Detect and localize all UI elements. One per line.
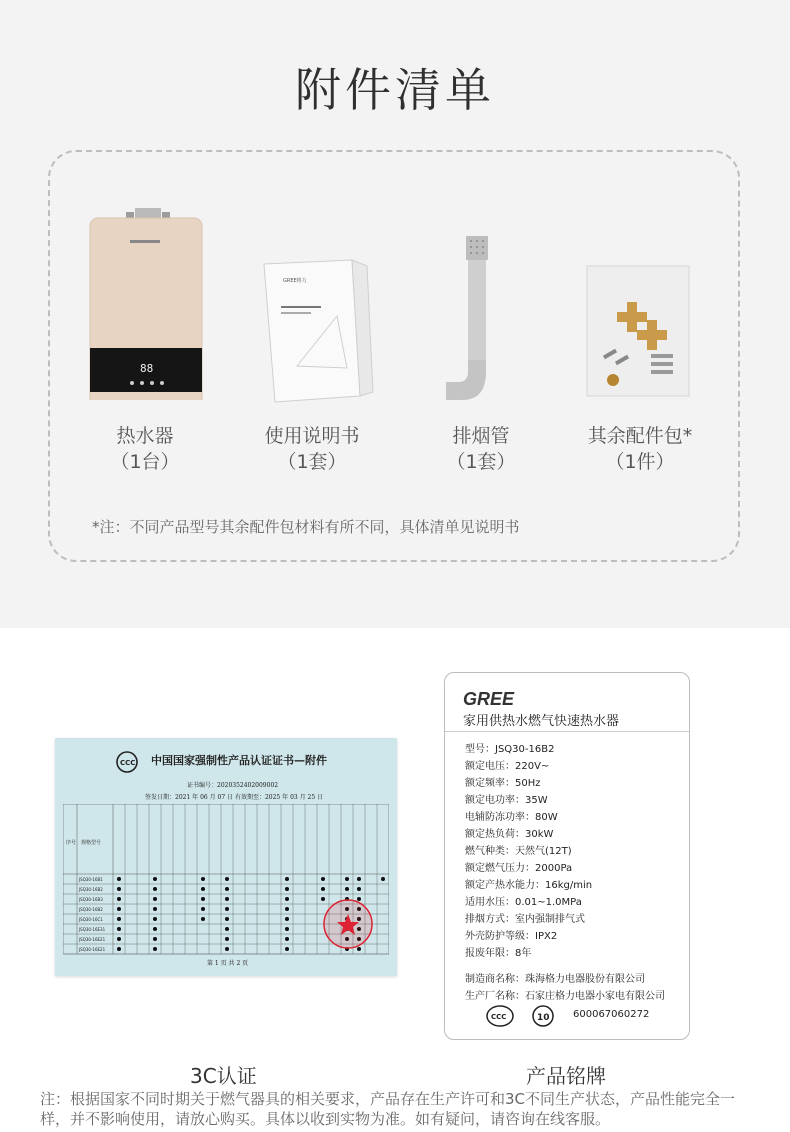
spec-row: 额定热负荷：30kW bbox=[465, 829, 554, 840]
svg-text:JSQ30-16B1: JSQ30-16B1 bbox=[79, 877, 103, 882]
spec-row: 适用水压：0.01~1.0MPa bbox=[465, 897, 582, 908]
spec-row: 额定电功率：35W bbox=[465, 795, 548, 806]
spec-row: 报废年限：8年 bbox=[465, 948, 532, 959]
spec-row: 燃气种类：天然气(12T) bbox=[465, 846, 572, 857]
spec-row: 电辅防冻功率：80W bbox=[465, 812, 558, 823]
footnote: 注：根据国家不同时期关于燃气器具的相关要求，产品存在生产许可和3C不同生产状态，产品性能完全一样，并不影响使用，请放心购买。具体以收到实物为准。如有疑问，请咨询在线客服。 bbox=[40, 1090, 736, 1128]
water-heater-image bbox=[60, 200, 230, 375]
certificate-number: 证书编号：2020352402009002 bbox=[187, 782, 279, 789]
nameplate-caption: 产品铭牌 bbox=[526, 1064, 606, 1088]
heater-label: 热水器 （1台） bbox=[110, 425, 180, 473]
heater-display: 88 bbox=[140, 362, 154, 375]
spec-row: 额定电压：220V~ bbox=[465, 761, 550, 772]
manual-label: 使用说明书 （1套） bbox=[264, 425, 360, 473]
spec-row: 额定频率：50Hz bbox=[465, 778, 541, 789]
svg-text:JSQ30-16C1: JSQ30-16C1 bbox=[79, 917, 103, 922]
svg-text:JSQ30-16E31: JSQ30-16E31 bbox=[79, 927, 106, 932]
spec-row: 型号：JSQ30-16B2 bbox=[465, 744, 555, 755]
accessory-pack-image bbox=[555, 262, 725, 432]
spec-row: 额定燃气压力：2000Pa bbox=[465, 863, 573, 874]
svg-text:JSQ30-16B2: JSQ30-16B2 bbox=[79, 887, 103, 892]
certificate-dates: 签发日期：2021 年 06 月 07 日 有效期至：2025 年 03 月 25 日 bbox=[145, 794, 324, 801]
ccc-caption: 3C认证 bbox=[190, 1064, 257, 1088]
svg-text:CCC: CCC bbox=[491, 1013, 507, 1021]
plate-product-name: 家用供热水燃气快速热水器 bbox=[463, 714, 620, 729]
manual-image bbox=[227, 256, 397, 426]
svg-text:JSQ30-16E21: JSQ30-16E21 bbox=[79, 947, 106, 952]
spec-row: 外壳防护等级：IPX2 bbox=[465, 931, 558, 942]
plate-maker: 制造商名称：珠海格力电器股份有限公司 bbox=[465, 974, 645, 985]
svg-text:规格型号: 规格型号 bbox=[81, 840, 102, 846]
page-title: 附件清单 bbox=[295, 63, 495, 117]
spec-row: 排烟方式：室内强制排气式 bbox=[465, 914, 585, 925]
plate-divider bbox=[445, 731, 689, 732]
svg-text:CCC: CCC bbox=[120, 759, 136, 767]
gree-logo: GREE bbox=[463, 689, 515, 709]
ccc-logo-icon bbox=[115, 750, 139, 774]
svg-text:JSQ30-16E21: JSQ30-16E21 bbox=[79, 937, 106, 942]
flue-pipe-image bbox=[396, 232, 566, 402]
accessory-pack-label: 其余配件包* （1件） bbox=[587, 425, 693, 473]
certificate-page: 第 1 页 共 2 页 bbox=[207, 960, 249, 967]
svg-text:JSQ30-16B3: JSQ30-16B3 bbox=[79, 897, 103, 902]
plate-producer: 生产厂名称：石家庄格力电器小家电有限公司 bbox=[465, 991, 665, 1002]
ccc-mark-icon bbox=[485, 1004, 515, 1028]
energy-mark-icon bbox=[531, 1004, 555, 1028]
certificate-title: 中国国家强制性产品认证证书—附件 bbox=[151, 754, 327, 767]
svg-text:JSQ30-16B2: JSQ30-16B2 bbox=[79, 907, 103, 912]
plate-code: 600067060272 bbox=[573, 1009, 650, 1020]
ccc-certificate bbox=[55, 738, 397, 976]
certificate-table bbox=[63, 804, 389, 964]
accessory-note: *注：不同产品型号其余配件包材料有所不同，具体清单见说明书 bbox=[92, 518, 520, 536]
spec-row: 额定产热水能力：16kg/min bbox=[465, 880, 593, 891]
manual-brand: GREE格力 bbox=[283, 278, 307, 284]
svg-text:10: 10 bbox=[537, 1013, 550, 1023]
flue-pipe-label: 排烟管 （1套） bbox=[446, 425, 516, 473]
product-nameplate bbox=[444, 672, 690, 1040]
svg-text:序号: 序号 bbox=[66, 840, 77, 846]
